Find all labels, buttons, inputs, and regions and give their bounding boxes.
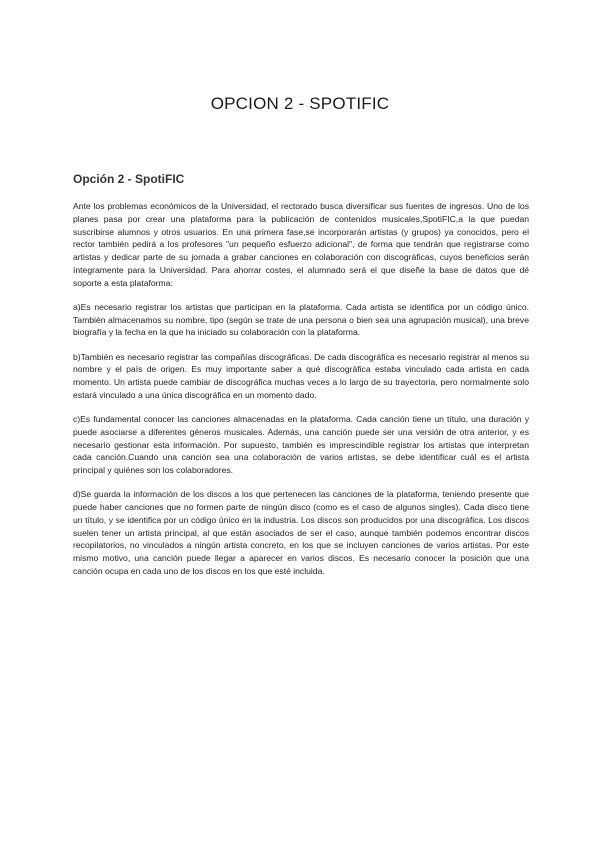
document-title: OPCION 2 - SPOTIFIC (210, 94, 390, 113)
paragraph-intro: Ante los problemas económicos de la Universidad, el rectorado busca diversificar sus fuentes de ingresos. Uno de los planes pasa por crear una plataforma para la publicación de contenidos musicales,SpotiFIC,a la que puedan suscribirse alumnos y otros usuarios. En una primera fase,se incorporarán artistas (y grupos) ya conocidos, pero el rector también pedirá a los profesores "un pequeño esfuerzo adicional", de forma que tendrán que registrarse como artistas y dedicar parte de su jornada a grabar canciones en colaboración con discográficas, cuyos beneficios serán íntegramente para la Universidad. Para ahorrar costes, el alumnado será el que diseñe la base de datos que dé soporte a esta plataforma: (73, 201, 529, 288)
section-heading: Opción 2 - SpotiFIC (73, 172, 185, 186)
paragraph-b-record-labels: b)También es necesario registrar las compañías discográficas. De cada discográfica es necesario registrar al menos su nombre y el país de origen. Es muy importante saber a qué discográfica estaba vinculado cada artista en cada momento. Un artista puede cambiar de discográfica muchas veces a lo largo de su trayectoria, pero normalmente solo estará vinculado a una única discográfica en un momento dado. (73, 351, 529, 400)
paragraph-a-artists: a)Es necesario registrar los artistas que participan en la plataforma. Cada artista se identifica por un código único. También almacenamos su nombre, tipo (según se trate de una persona o bien sea una agrupación musical), una breve biografía y la fecha en la que ha iniciado su colaboración con la plataforma. (73, 301, 529, 338)
paragraph-c-songs: c)Es fundamental conocer las canciones almacenadas en la plataforma. Cada canción tiene un título, una duración y puede asociarse a diferentes géneros musicales. Además, una canción puede ser una versión de otra anterior, y es necesario gestionar esta información. Por supuesto, también es imprescindible registrar los artistas que interpretan cada canción.Cuando una canción sea una colaboración de varios artistas, se debe identificar cuál es el artista principal y quiénes son los colaboradores. (73, 414, 529, 475)
document-body (73, 200, 529, 589)
paragraph-d-albums: d)Se guarda la información de los discos a los que pertenecen las canciones de la plataforma, teniendo presente que puede haber canciones que no formen parte de ningún disco (como es el caso de algunos singles). Cada disco tiene un título, y se identifica por un código único en la industria. Los discos son producidos por una discográfica. Los discos suelen tener un artista principal, al que están asociados de ser el caso, aunque también podemos encontrar discos recopilatorios, no vinculados a ningún artista concreto, en los que se incluyen canciones de varios artistas. Por este mismo motivo, una canción puede llegar a aparecer en varios discos. Es necesario conocer la posición que una canción ocupa en cada uno de los discos en los que esté incluida. (73, 489, 529, 576)
